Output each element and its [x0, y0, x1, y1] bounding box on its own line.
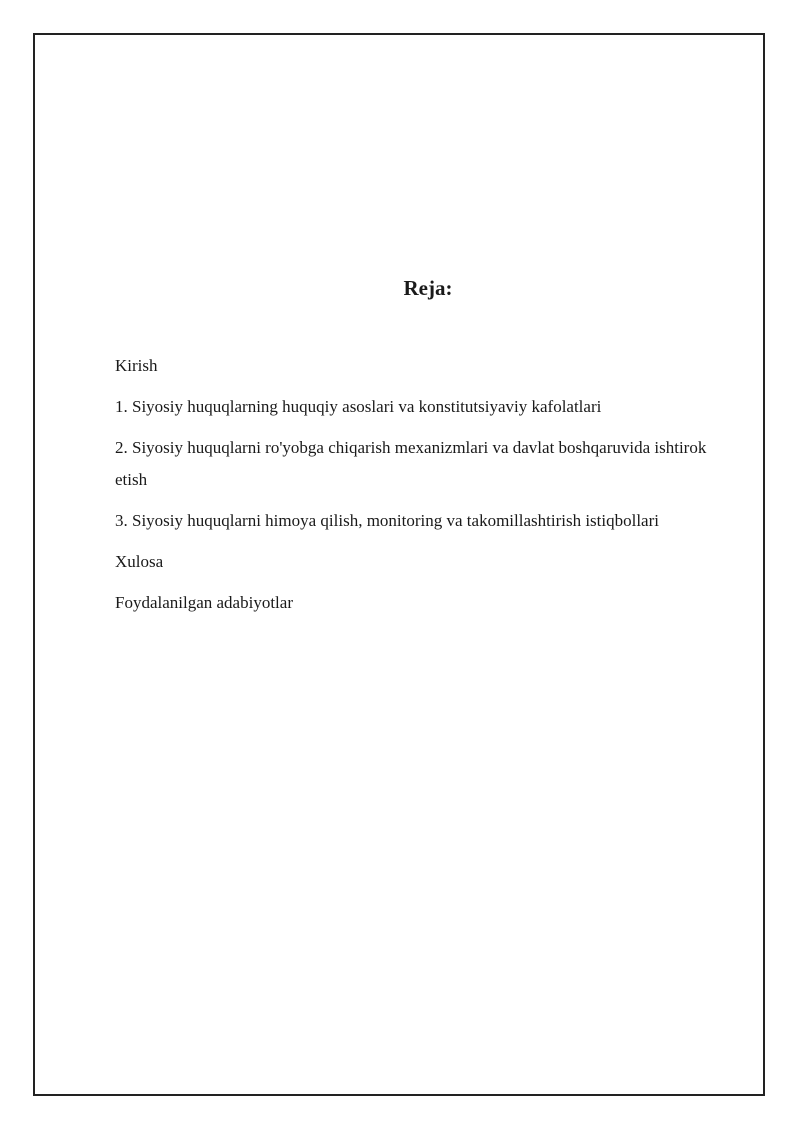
toc-item-introduction: Kirish [115, 356, 158, 375]
toc-item-chapter-2: 2. Siyosiy huquqlarni ro'yobga chiqarish mexanizmlari va davlat boshqaruvida ishtirok etish [115, 438, 707, 489]
table-of-contents [115, 350, 735, 628]
toc-item-references: Foydalanilgan adabiyotlar [115, 593, 293, 612]
toc-item-chapter-3: 3. Siyosiy huquqlarni himoya qilish, monitoring va takomillashtirish istiqbollari [115, 511, 659, 530]
toc-item-conclusion: Xulosa [115, 552, 164, 571]
toc-item-chapter-1: 1. Siyosiy huquqlarning huquqiy asoslari va konstitutsiyaviy kafolatlari [115, 397, 602, 416]
page-title: Reja: [403, 276, 453, 300]
